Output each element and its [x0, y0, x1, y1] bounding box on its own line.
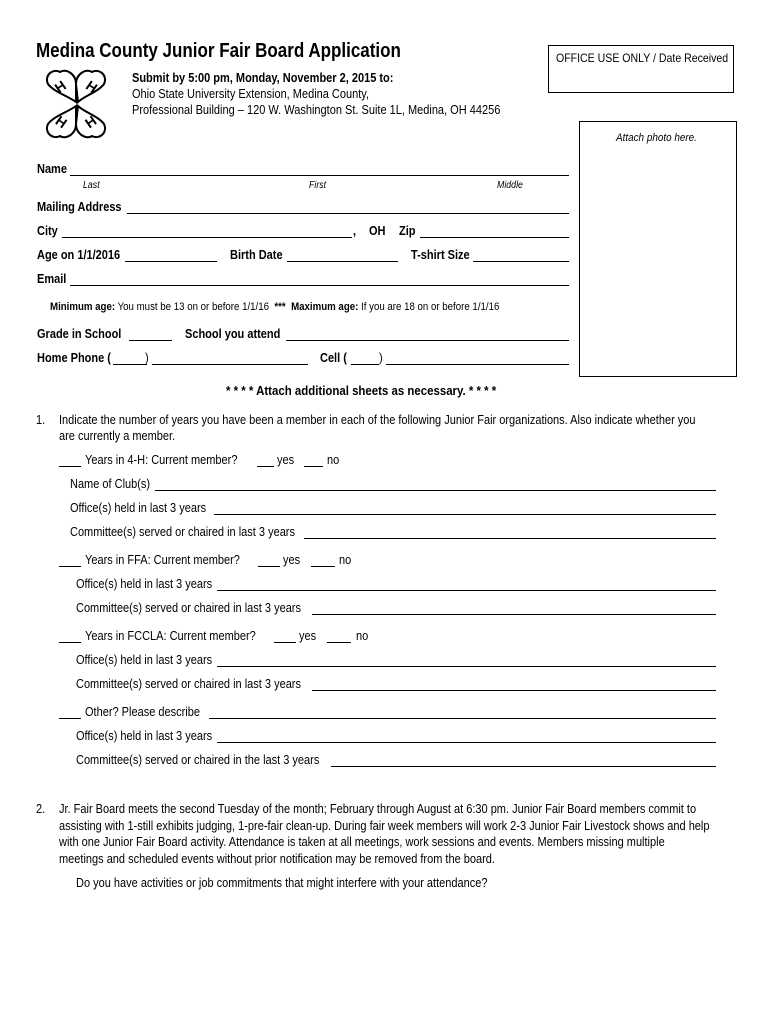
4h-office-field[interactable] [214, 514, 716, 515]
home-phone-field[interactable] [152, 364, 308, 365]
4h-office-label: Office(s) held in last 3 years [70, 501, 207, 515]
mailing-address-field[interactable] [127, 213, 569, 214]
fccla-no-label: no [356, 629, 369, 643]
fccla-committee-label: Committee(s) served or chaired in last 3 years [76, 677, 301, 691]
state-label: OH [369, 224, 386, 238]
q1-text-line1: Indicate the number of years you have been a member in each of the following Junior Fair organizations. Also indicate whether you [59, 413, 696, 427]
q2-line3: with one Junior Fair Board activity. Attendance is taken at all meetings, work sessions and events. Members missing multiple [59, 835, 665, 849]
fccla-yes-field[interactable] [274, 642, 296, 643]
4h-club-field[interactable] [155, 490, 716, 491]
name-middle-caption: Middle [497, 180, 523, 191]
zip-field[interactable] [420, 237, 569, 238]
photo-box-label: Attach photo here. [616, 132, 697, 144]
office-use-label: OFFICE USE ONLY / Date Received [556, 51, 729, 65]
4h-yes-label: yes [277, 453, 295, 467]
q1-text-line2: are currently a member. [59, 429, 176, 443]
age-field[interactable] [125, 261, 217, 262]
city-field[interactable] [62, 237, 352, 238]
email-field[interactable] [70, 285, 569, 286]
cell-phone-area-code[interactable] [351, 364, 379, 365]
logo-h-4: H [81, 112, 100, 132]
name-last-caption: Last [83, 180, 100, 191]
photo-box[interactable] [579, 121, 737, 377]
submit-address-line2: Professional Building – 120 W. Washington St. Suite 1L, Medina, OH 44256 [132, 103, 501, 117]
attach-sheets-note: * * * * Attach additional sheets as necessary. * * * * [226, 383, 497, 398]
other-office-field[interactable] [217, 742, 716, 743]
grade-field[interactable] [129, 340, 172, 341]
office-use-box [548, 45, 734, 93]
q2-number: 2. [36, 802, 46, 816]
fccla-years-field[interactable] [59, 642, 81, 643]
page-title: Medina County Junior Fair Board Application [36, 40, 401, 62]
other-describe-field[interactable] [209, 718, 716, 719]
logo-h-2: H [83, 77, 101, 97]
home-phone-paren: ) [145, 351, 149, 365]
cell-phone-label: Cell ( [320, 351, 347, 365]
logo-h-3: H [52, 112, 71, 132]
birth-date-field[interactable] [287, 261, 398, 262]
age-note-stars: *** [274, 301, 286, 313]
ffa-yes-field[interactable] [258, 566, 280, 567]
ffa-no-label: no [339, 553, 352, 567]
q1-number: 1. [36, 413, 46, 427]
min-age-text: You must be 13 on or before 1/1/16 [117, 301, 270, 313]
q2-question: Do you have activities or job commitments that might interfere with your attendance? [76, 876, 488, 890]
q2-line1: Jr. Fair Board meets the second Tuesday of the month; February through August at 6:30 pm. Junior Fair Board members commit to [59, 802, 697, 816]
four-h-clover-logo [38, 66, 114, 142]
4h-committee-label: Committee(s) served or chaired in last 3 years [70, 525, 295, 539]
other-committee-label: Committee(s) served or chaired in the last 3 years [76, 753, 320, 767]
4h-yes-field[interactable] [257, 466, 274, 467]
max-age-label: Maximum age: [291, 301, 359, 313]
q2-paragraph [59, 801, 745, 867]
age-label: Age on 1/1/2016 [37, 248, 121, 262]
4h-no-field[interactable] [304, 466, 323, 467]
home-phone-area-code[interactable] [113, 364, 147, 365]
logo-h-1: H [51, 77, 70, 97]
other-describe-label: Other? Please describe [85, 705, 200, 719]
cell-phone-field[interactable] [386, 364, 569, 365]
q2-line2: assisting with 1-still exhibits judging, 1-pre-fair clean-up. During fair week members will work 2-3 Junior Fair Livestock shows and help [59, 818, 710, 833]
ffa-office-label: Office(s) held in last 3 years [76, 577, 213, 591]
other-office-label: Office(s) held in last 3 years [76, 729, 213, 743]
birth-date-label: Birth Date [230, 248, 283, 262]
school-label: School you attend [185, 327, 281, 341]
name-first-caption: First [309, 180, 327, 191]
city-label: City [37, 224, 58, 238]
4h-years-field[interactable] [59, 466, 81, 467]
q2-line4: meetings and scheduled events without prior notification may be removed from the board. [59, 851, 495, 866]
4h-committee-field[interactable] [304, 538, 716, 539]
ffa-years-label: Years in FFA: Current member? [85, 553, 240, 567]
name-field[interactable] [70, 175, 569, 176]
max-age-text: If you are 18 on or before 1/1/16 [361, 301, 500, 313]
zip-label: Zip [399, 224, 416, 238]
4h-no-label: no [327, 453, 340, 467]
mailing-address-label: Mailing Address [37, 200, 122, 214]
email-label: Email [37, 272, 67, 286]
tshirt-size-field[interactable] [473, 261, 569, 262]
fccla-office-label: Office(s) held in last 3 years [76, 653, 213, 667]
name-label: Name [37, 162, 67, 176]
grade-label: Grade in School [37, 327, 122, 341]
fccla-committee-field[interactable] [312, 690, 716, 691]
city-comma: , [353, 224, 357, 238]
submit-deadline: Submit by 5:00 pm, Monday, November 2, 2015 to: [132, 71, 394, 85]
fccla-years-label: Years in FCCLA: Current member? [85, 629, 256, 643]
min-age-label: Minimum age: [50, 301, 116, 313]
ffa-yes-label: yes [283, 553, 301, 567]
fccla-no-field[interactable] [327, 642, 351, 643]
other-committee-field[interactable] [331, 766, 716, 767]
ffa-no-field[interactable] [311, 566, 335, 567]
fccla-office-field[interactable] [217, 666, 716, 667]
ffa-committee-field[interactable] [312, 614, 716, 615]
4h-club-label: Name of Club(s) [70, 477, 151, 491]
tshirt-size-label: T-shirt Size [411, 248, 470, 262]
ffa-years-field[interactable] [59, 566, 81, 567]
ffa-committee-label: Committee(s) served or chaired in last 3 years [76, 601, 301, 615]
cell-phone-paren: ) [379, 351, 383, 365]
4h-years-label: Years in 4-H: Current member? [85, 453, 238, 467]
home-phone-label: Home Phone ( [37, 351, 111, 365]
fccla-yes-label: yes [299, 629, 317, 643]
age-requirements-note [50, 300, 499, 315]
other-years-field[interactable] [59, 718, 81, 719]
school-field[interactable] [286, 340, 569, 341]
submit-address-line1: Ohio State University Extension, Medina County, [132, 87, 370, 101]
ffa-office-field[interactable] [217, 590, 716, 591]
